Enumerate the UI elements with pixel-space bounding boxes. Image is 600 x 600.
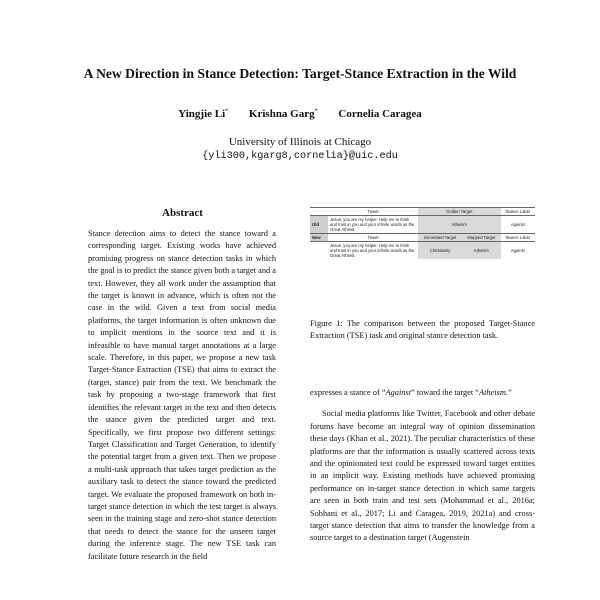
old-header-row — [310, 208, 535, 216]
continued-sentence: expresses a stance of “Against” toward the target “Atheism.” — [310, 388, 512, 397]
abstract-heading: Abstract — [162, 207, 203, 219]
right-column-text — [310, 387, 535, 545]
figure-table — [310, 207, 535, 259]
author-2: Krishna Garg* — [248, 108, 318, 120]
intro-paragraph: Social media platforms like Twitter, Facebook and other debate forums have become an integral way of opinion dissemination these days (Khan et al., 2021). The peculiar characteristics of these platforms are that the information is usually scattered across texts and the opinionated text could be expressed toward target entities in an implicit way. Existing methods have achieved promising performance on in-target stance detection in which same targets are seen in both train and test sets (Mohammad et al., 2016a; Sobhani et al., 2017; Li and Caragea, 2019, 2021a) and cross-target stance detection that aims to transfer the knowledge from a source target to a destination target (Augenstein — [310, 409, 535, 543]
abstract-text: Stance detection aims to detect the stance toward a corresponding target. Existing works have achieved promising progress on stance detection tasks in which the goal is to predict the stance given both a target and a text. However, they all work under the assumption that the target is known in advance, which is often not the case in the wild. Given a text from social media platforms, the target information is often unknown due to implicit mentions in the source text and it is infeasible to have manual target annotations at a large scale. Therefore, in this paper, we propose a new task Target-Stance Extraction (TSE) that aims to extract the (target, stance) pair from the text. We benchmark the task by proposing a two-stage framework that first identifies the relevant target in the text and then detects the stance given the predicted target and text. Specifically, we first propose two different settings: Target Classification and Target Generation, to identify the potential target from a given text. Then we propose a multi-task approach that takes target prediction as the auxiliary task to detect the stance toward the predicted target. We evaluate the proposed framework on both in-target stance detection in which the test target is always seen in the training stage and zero-shot stance detection that needs to detect the stance for the unseen target during the inference stage. The new TSE task can facilitate future research in the field — [88, 229, 276, 561]
new-stance: Against — [510, 248, 525, 253]
old-header-tweet: Tweet — [328, 208, 418, 216]
new-generated-target: Christianity — [418, 242, 462, 260]
old-label: Old — [310, 216, 328, 234]
figure-1 — [310, 207, 535, 309]
old-target: Atheism — [418, 216, 501, 234]
author-list — [0, 108, 600, 120]
old-tweet: Jesus, you are my helper. Help me to think and trust in you and your infinite words as the Great Atheist. — [330, 217, 415, 232]
author-emails: {yli300,kgarg8,cornelia}@uic.edu — [202, 151, 398, 162]
old-stance: Against — [510, 222, 525, 227]
new-header-stance: Stance Label — [501, 234, 535, 242]
new-row — [310, 242, 535, 260]
affiliation: University of Illinois at Chicago — [228, 136, 372, 148]
paper-title: A New Direction in Stance Detection: Target-Stance Extraction in the Wild — [83, 66, 517, 81]
new-header-generated: Generated Target — [418, 234, 462, 242]
new-header-tweet: Tweet — [328, 234, 418, 242]
figure-caption: Figure 1: The comparison between the proposed Target-Stance Extraction (TSE) task and original stance detection task. — [310, 319, 535, 341]
new-mapped-target: Atheism — [462, 242, 500, 260]
old-header-stance: Stance Label — [501, 208, 535, 216]
author-1: Yingjie Li* — [178, 108, 229, 120]
new-tweet: Jesus, you are my helper. Help me to think and trust in you and your infinite words as the Great Atheist. — [330, 243, 415, 258]
author-3: Cornelia Caragea — [338, 108, 422, 120]
old-header-target: Golden Target — [418, 208, 501, 216]
new-label: New — [310, 234, 328, 242]
old-row — [310, 216, 535, 234]
new-header-row — [310, 234, 535, 242]
new-header-mapped: Mapped Target — [462, 234, 500, 242]
